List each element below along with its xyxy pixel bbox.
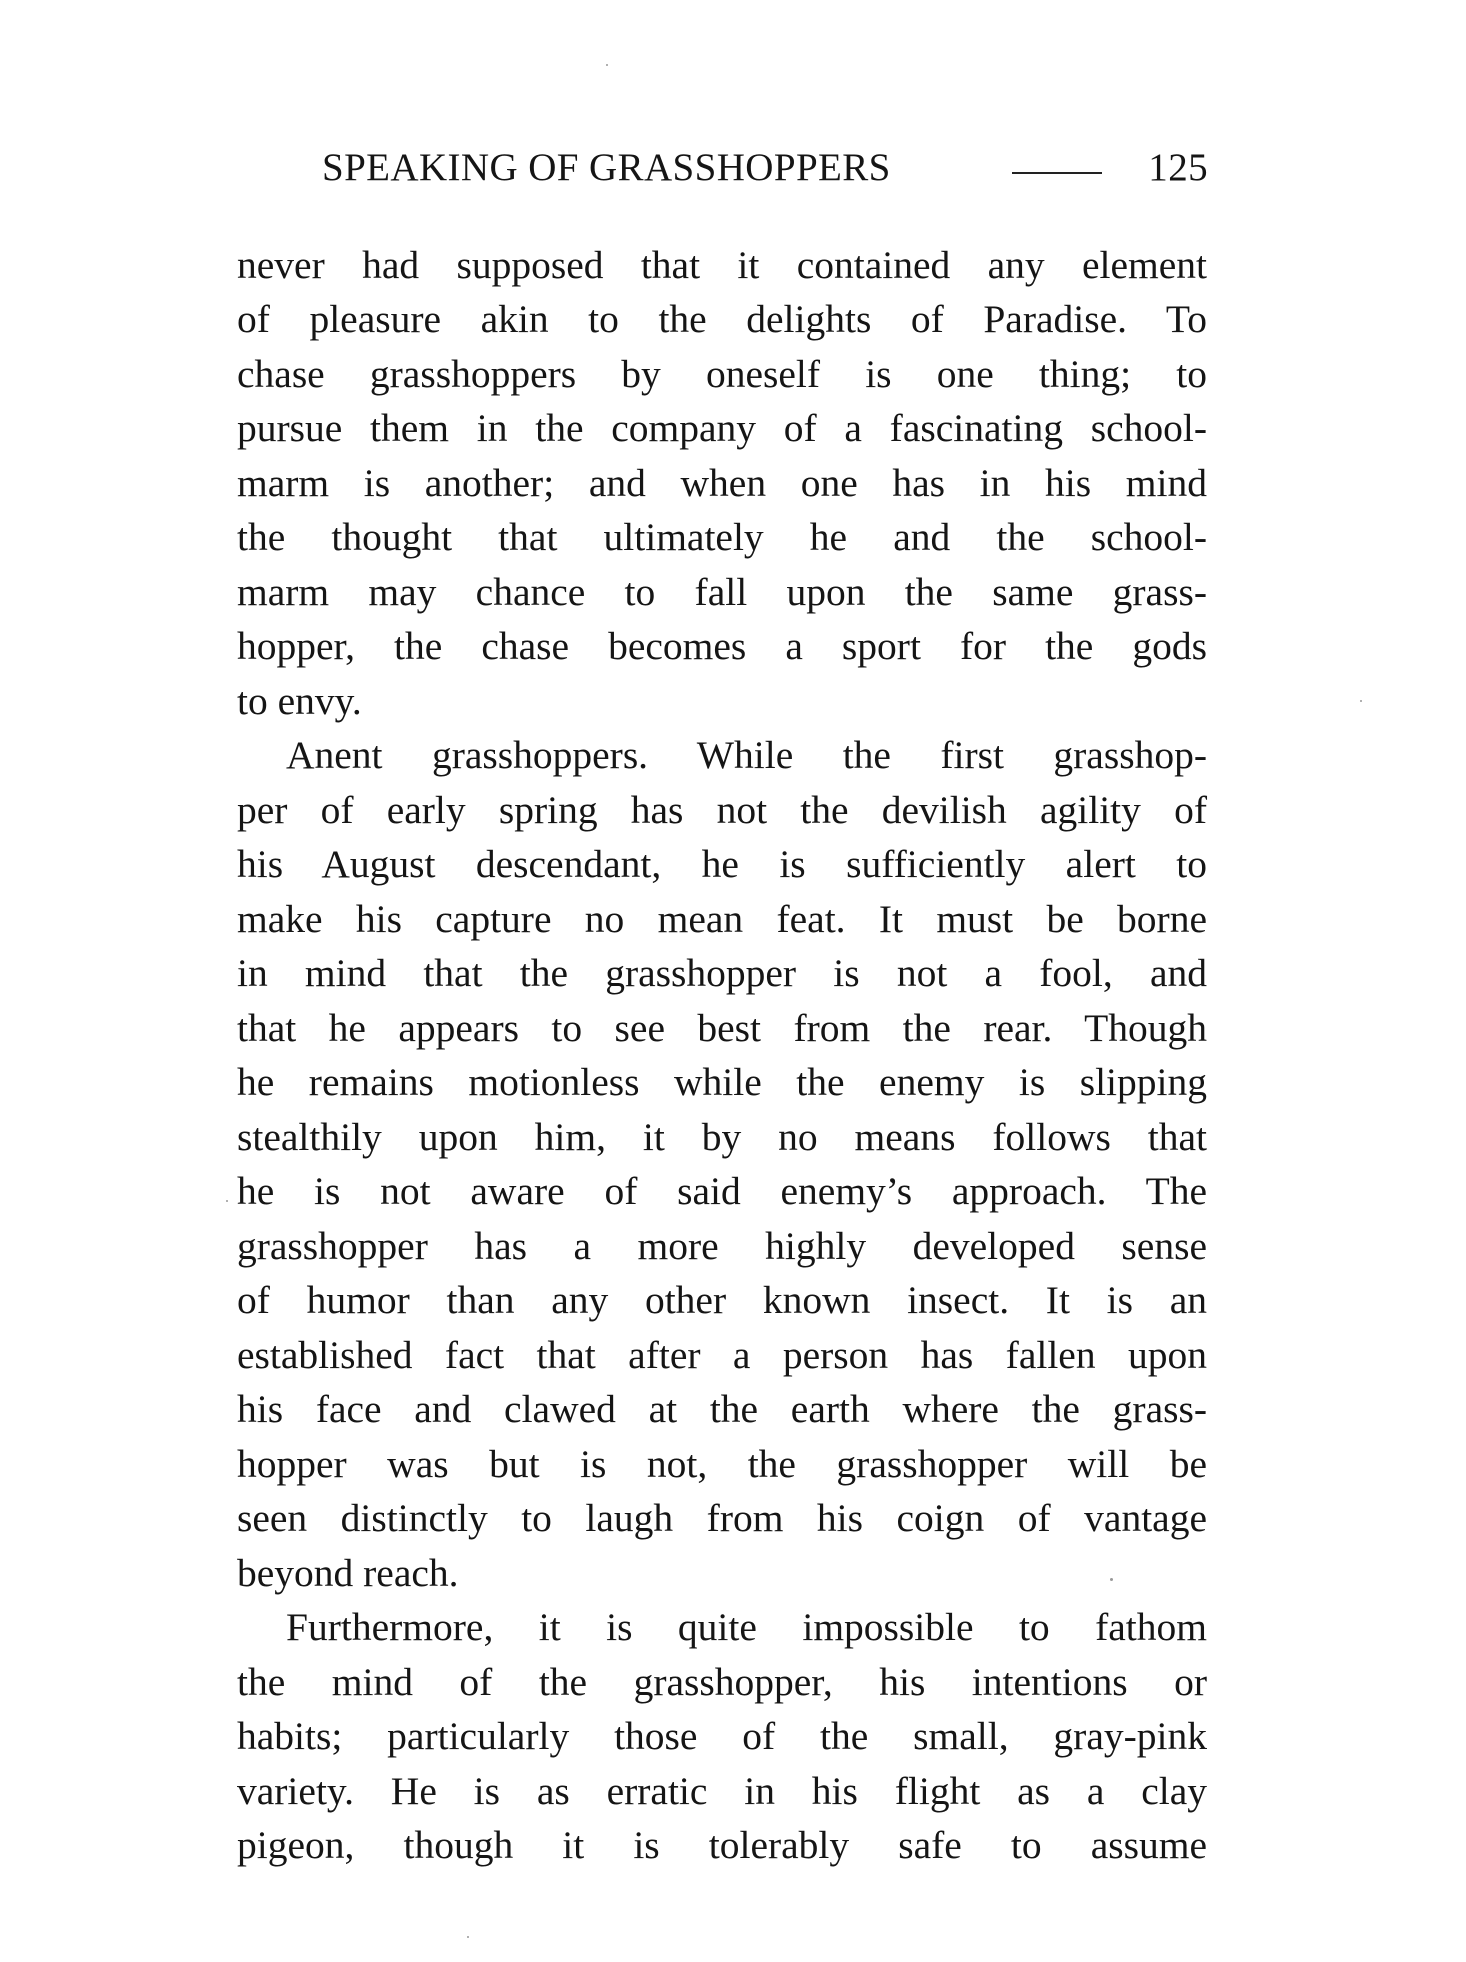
text-line: of humor than any other known insect. It is an <box>237 1278 1207 1322</box>
text-line: pursue them in the company of a fascinating school- <box>237 406 1207 450</box>
text-line: in mind that the grasshopper is not a fool, and <box>237 951 1207 995</box>
text-line: habits; particularly those of the small, gray-pink <box>237 1714 1207 1758</box>
text-line: of pleasure akin to the delights of Paradise. To <box>237 297 1207 341</box>
paragraph-first-line: Anent grasshoppers. While the first grasshop- <box>286 733 1207 777</box>
chapter-title: SPEAKING OF GRASSHOPPERS <box>322 146 891 189</box>
text-line: he is not aware of said enemy’s approach. The <box>237 1169 1207 1213</box>
text-line: grasshopper has a more highly developed sense <box>237 1224 1207 1268</box>
text-line: hopper was but is not, the grasshopper will be <box>237 1442 1207 1486</box>
text-line: his August descendant, he is sufficiently alert to <box>237 842 1207 886</box>
text-line: he remains motionless while the enemy is slipping <box>237 1060 1207 1104</box>
text-line: the mind of the grasshopper, his intentions or <box>237 1660 1207 1704</box>
page-number: 125 <box>1148 146 1208 189</box>
text-line: per of early spring has not the devilish agility of <box>237 788 1207 832</box>
text-line: chase grasshoppers by oneself is one thing; to <box>237 352 1207 396</box>
text-line: his face and clawed at the earth where the grass- <box>237 1387 1207 1431</box>
text-line: beyond reach. <box>237 1551 459 1595</box>
paper-speck <box>606 64 608 66</box>
running-head <box>322 142 1208 194</box>
text-line: established fact that after a person has fallen upon <box>237 1333 1207 1377</box>
paper-speck <box>1110 1578 1113 1581</box>
text-line: to envy. <box>237 679 362 723</box>
text-line: marm may chance to fall upon the same grass- <box>237 570 1207 614</box>
text-line: that he appears to see best from the rear. Though <box>237 1006 1207 1050</box>
paper-speck <box>226 1200 228 1202</box>
text-line: marm is another; and when one has in his mind <box>237 461 1207 505</box>
paragraph-first-line: Furthermore, it is quite impossible to fathom <box>286 1605 1207 1649</box>
paper-speck <box>1360 700 1362 702</box>
text-line: stealthily upon him, it by no means follows that <box>237 1115 1207 1159</box>
text-line: pigeon, though it is tolerably safe to assume <box>237 1823 1207 1867</box>
text-line: seen distinctly to laugh from his coign of vantage <box>237 1496 1207 1540</box>
header-dash-rule <box>1012 172 1102 174</box>
text-line: variety. He is as erratic in his flight as a clay <box>237 1769 1207 1813</box>
text-line: hopper, the chase becomes a sport for the gods <box>237 624 1207 668</box>
paper-speck <box>467 1936 469 1938</box>
text-line: the thought that ultimately he and the school- <box>237 515 1207 559</box>
text-line: make his capture no mean feat. It must be borne <box>237 897 1207 941</box>
text-line: never had supposed that it contained any element <box>237 243 1207 287</box>
